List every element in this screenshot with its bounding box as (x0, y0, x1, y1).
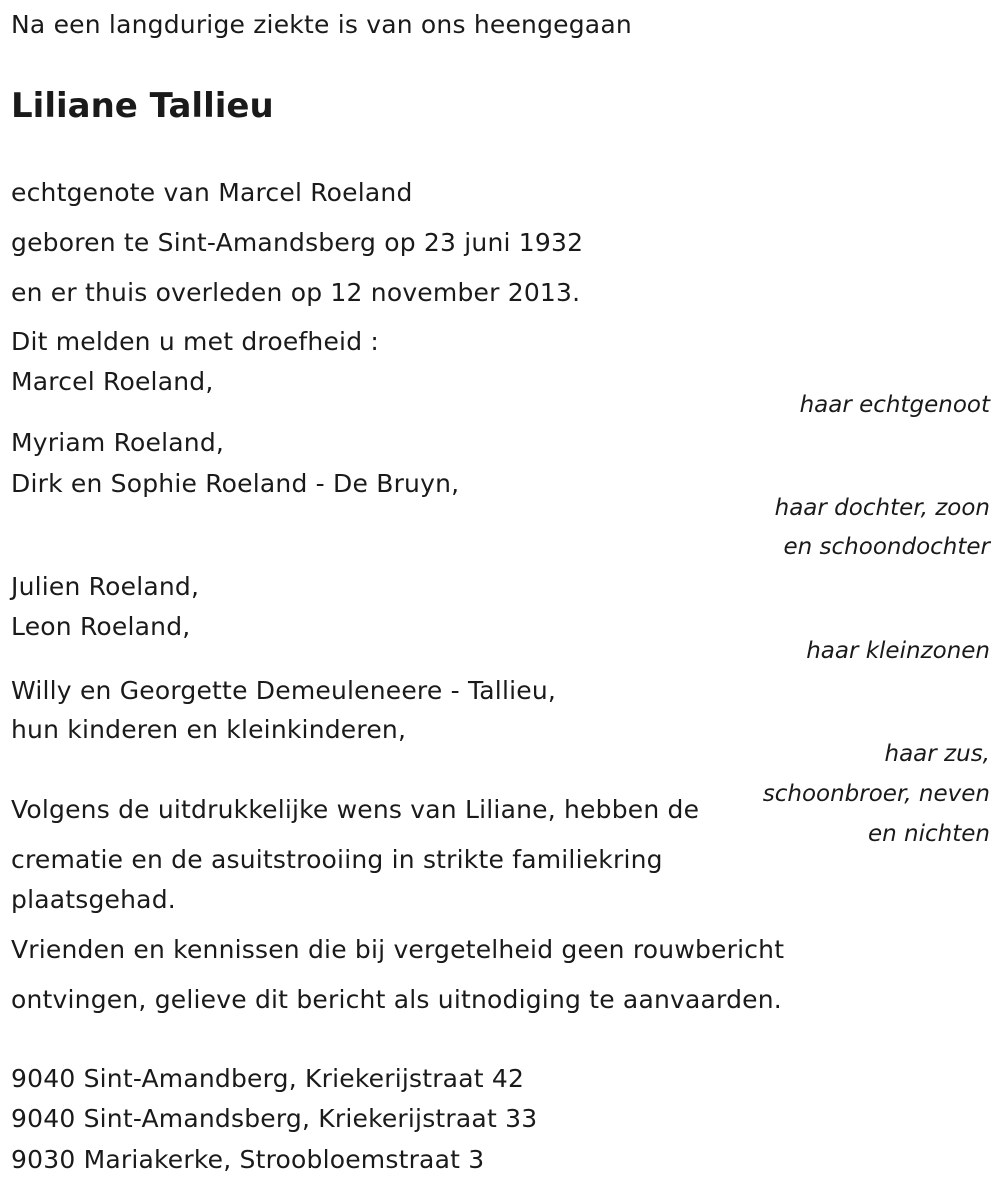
address-line: 9040 Sint-Amandsberg, Kriekerijstraat 33 (11, 1104, 538, 1133)
intro-text: Na een langdurige ziekte is van ons heengegaan (11, 10, 632, 39)
notice-line: ontvingen, gelieve dit bericht als uitnodiging te aanvaarden. (11, 985, 782, 1014)
announcement-line: Dit melden u met droefheid : (11, 327, 380, 356)
spouse-line: echtgenote van Marcel Roeland (11, 178, 413, 207)
family-member-name: Dirk en Sophie Roeland - De Bruyn, (11, 469, 460, 498)
family-relation-label: haar echtgenoot (799, 392, 990, 418)
birth-line: geboren te Sint-Amandsberg op 23 juni 1932 (11, 228, 584, 257)
family-relation-label: en schoondochter (783, 534, 990, 560)
deceased-name: Liliane Tallieu (11, 86, 274, 126)
family-member-name: Leon Roeland, (11, 612, 191, 641)
notice-line: plaatsgehad. (11, 885, 176, 914)
family-member-name: hun kinderen en kleinkinderen, (11, 715, 407, 744)
family-relation-label: haar dochter, zoon (774, 495, 990, 521)
address-line: 9040 Sint-Amandberg, Kriekerijstraat 42 (11, 1064, 525, 1093)
notice-line: crematie en de asuitstrooiing in strikte familiekring (11, 845, 663, 874)
family-member-name: Marcel Roeland, (11, 367, 214, 396)
family-relation-label: en nichten (868, 821, 990, 847)
notice-line: Volgens de uitdrukkelijke wens van Liliane, hebben de (11, 795, 700, 824)
family-relation-label: schoonbroer, neven (762, 781, 990, 807)
death-line: en er thuis overleden op 12 november 2013. (11, 278, 581, 307)
family-relation-label: haar kleinzonen (806, 638, 990, 664)
family-relation-label: haar zus, (884, 741, 990, 767)
address-line: 9030 Mariakerke, Stroobloemstraat 3 (11, 1145, 485, 1174)
notice-line: Vrienden en kennissen die bij vergetelheid geen rouwbericht (11, 935, 785, 964)
family-member-name: Julien Roeland, (11, 572, 200, 601)
family-member-name: Myriam Roeland, (11, 428, 225, 457)
family-member-name: Willy en Georgette Demeuleneere - Tallieu, (11, 676, 557, 705)
